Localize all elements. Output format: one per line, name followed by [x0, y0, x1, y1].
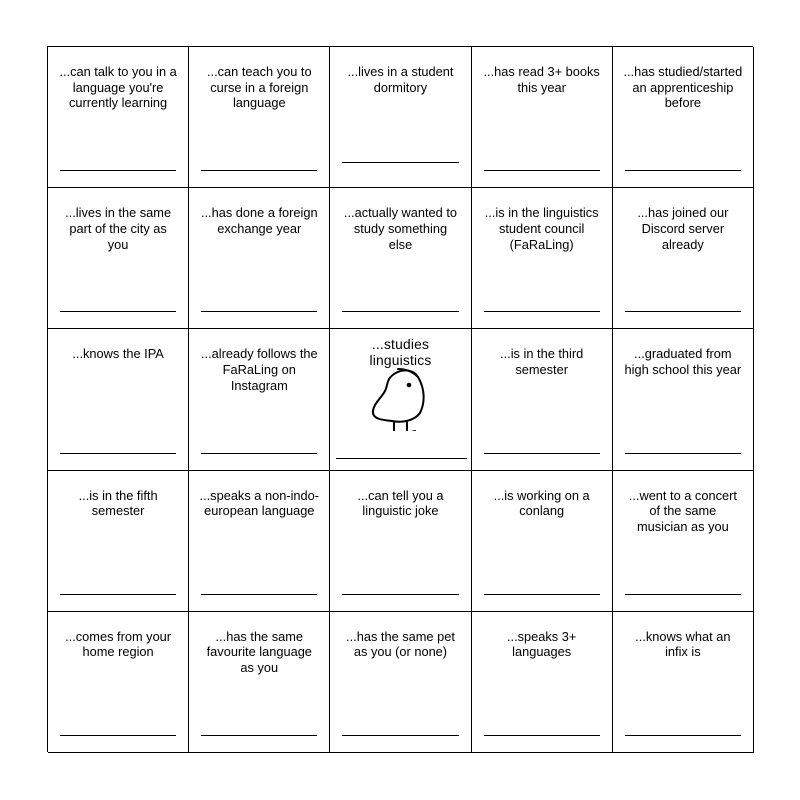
cell-prompt: ...can talk to you in a language you're currently learning — [59, 64, 177, 111]
bingo-cell[interactable] — [189, 329, 330, 470]
cell-prompt: ...is in the fifth semester — [78, 487, 158, 519]
bingo-cell[interactable] — [613, 188, 754, 329]
bingo-cell[interactable] — [48, 188, 189, 329]
bingo-cell-center[interactable] — [330, 329, 471, 470]
cell-prompt: ...comes from your home region — [65, 628, 172, 660]
cell-prompt: ...went to a concert of the same musician as you — [628, 487, 737, 534]
bingo-cell[interactable] — [613, 47, 754, 188]
signature-line[interactable] — [60, 735, 176, 736]
bingo-cell[interactable] — [48, 47, 189, 188]
bingo-cell[interactable] — [330, 47, 471, 188]
bingo-cell[interactable] — [613, 329, 754, 470]
bingo-cell[interactable] — [613, 612, 754, 753]
bingo-cell[interactable] — [189, 471, 330, 612]
signature-line[interactable] — [484, 311, 600, 312]
signature-line[interactable] — [60, 453, 176, 454]
cell-prompt: ...speaks a non-indo-european language — [199, 487, 320, 519]
signature-line[interactable] — [625, 594, 741, 595]
signature-line[interactable] — [201, 735, 317, 736]
cell-prompt: ...knows what an infix is — [635, 628, 731, 660]
cell-prompt: ...has the same favourite language as you — [206, 628, 312, 676]
signature-line[interactable] — [625, 170, 741, 171]
signature-line[interactable] — [625, 453, 741, 454]
cell-prompt: ...has done a foreign exchange year — [200, 205, 318, 236]
signature-line[interactable] — [484, 170, 600, 171]
cell-prompt: ...graduated from high school this year — [624, 346, 742, 378]
bingo-cell[interactable] — [189, 188, 330, 329]
bingo-cell[interactable] — [472, 47, 613, 188]
bird-icon — [368, 365, 430, 431]
signature-line[interactable] — [60, 311, 176, 312]
cell-prompt: ...lives in the same part of the city as you — [65, 205, 172, 252]
bingo-cell[interactable] — [189, 612, 330, 753]
cell-prompt: ...is in the third semester — [500, 346, 584, 378]
signature-line[interactable] — [484, 453, 600, 454]
signature-line[interactable] — [342, 311, 458, 312]
signature-line[interactable] — [60, 170, 176, 171]
bingo-cell[interactable] — [472, 612, 613, 753]
cell-prompt: ...can teach you to curse in a foreign language — [206, 64, 312, 111]
signature-line[interactable] — [60, 594, 176, 595]
bingo-cell[interactable] — [472, 471, 613, 612]
bingo-cell[interactable] — [330, 188, 471, 329]
bingo-cell[interactable] — [330, 612, 471, 753]
cell-prompt: ...speaks 3+ languages — [506, 628, 577, 660]
signature-line[interactable] — [201, 170, 317, 171]
signature-line[interactable] — [342, 162, 458, 163]
bingo-cell[interactable] — [330, 471, 471, 612]
cell-prompt: ...studies linguistics — [369, 337, 432, 369]
signature-line[interactable] — [201, 311, 317, 312]
cell-prompt: ...can tell you a linguistic joke — [357, 487, 444, 519]
bingo-cell[interactable] — [48, 329, 189, 470]
bingo-cell[interactable] — [189, 47, 330, 188]
cell-prompt: ...already follows the FaRaLing on Instagram — [200, 346, 318, 393]
signature-line[interactable] — [342, 594, 458, 595]
cell-prompt: ...is in the linguistics student council (FaRaLing) — [484, 205, 599, 252]
bingo-cell[interactable] — [472, 329, 613, 470]
signature-line[interactable] — [336, 458, 466, 459]
signature-line[interactable] — [484, 735, 600, 736]
cell-prompt: ...is working on a conlang — [493, 487, 590, 519]
cell-prompt: ...has joined our Discord server already — [637, 205, 729, 252]
bingo-cell[interactable] — [472, 188, 613, 329]
cell-prompt: ...has studied/started an apprenticeship before — [623, 64, 743, 111]
bingo-cell[interactable] — [613, 471, 754, 612]
signature-line[interactable] — [201, 453, 317, 454]
cell-prompt: ...has the same pet as you (or none) — [346, 628, 455, 660]
signature-line[interactable] — [342, 735, 458, 736]
signature-line[interactable] — [625, 735, 741, 736]
bingo-cell[interactable] — [48, 612, 189, 753]
signature-line[interactable] — [201, 594, 317, 595]
signature-line[interactable] — [625, 311, 741, 312]
bingo-grid — [47, 46, 753, 752]
cell-prompt: ...lives in a student dormitory — [347, 64, 454, 95]
cell-prompt: ...knows the IPA — [72, 346, 164, 362]
cell-prompt: ...actually wanted to study something else — [343, 205, 458, 252]
cell-prompt: ...has read 3+ books this year — [483, 64, 600, 95]
bingo-cell[interactable] — [48, 471, 189, 612]
signature-line[interactable] — [484, 594, 600, 595]
